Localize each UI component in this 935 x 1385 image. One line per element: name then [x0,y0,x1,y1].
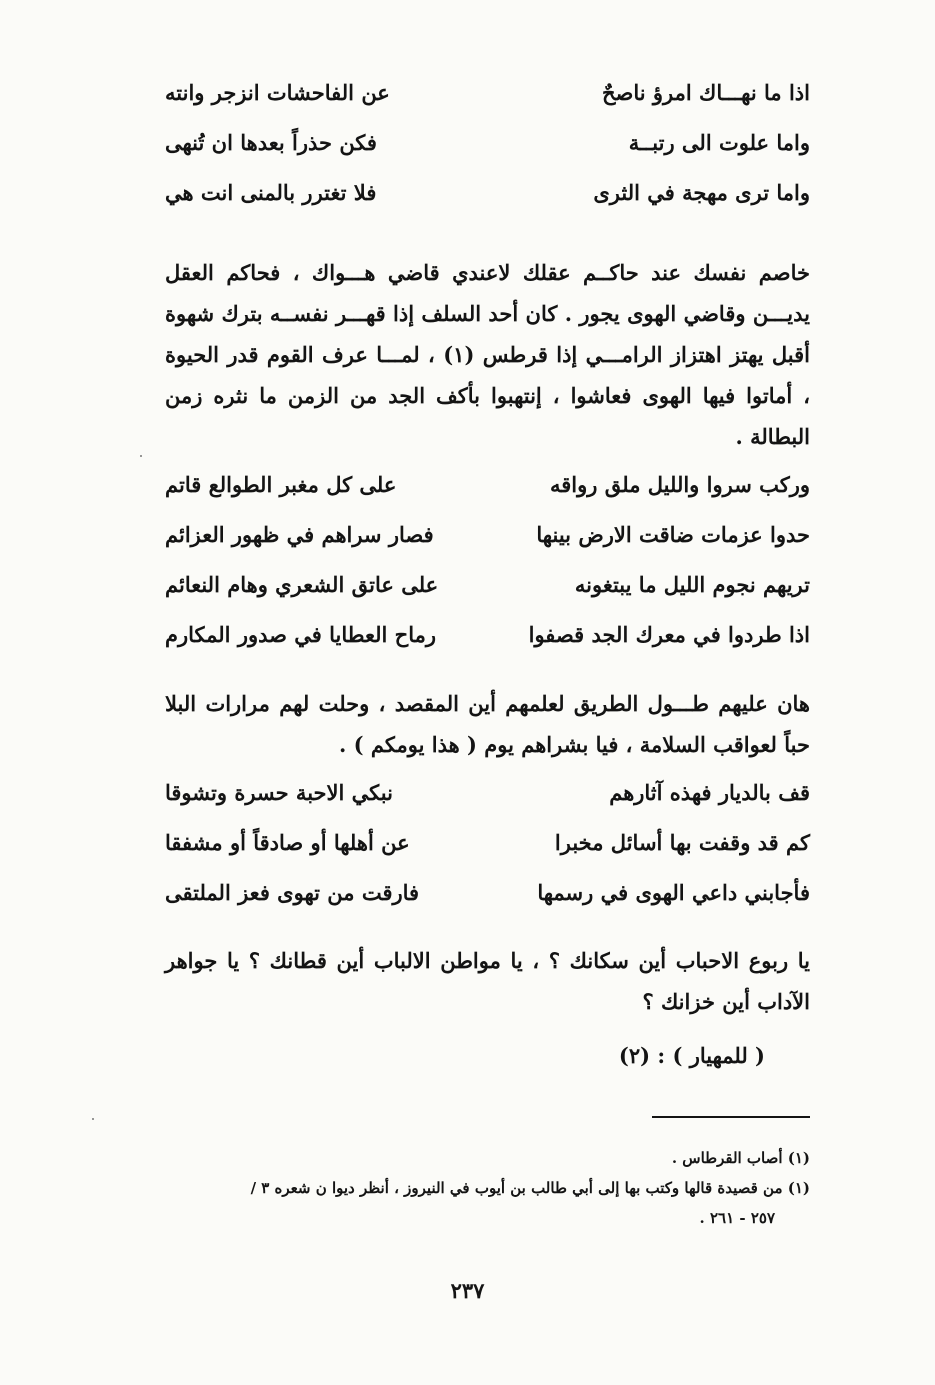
verse-second-hemistich: نبكي الاحبة حسرة وتشوقا [165,780,393,805]
verse-first-hemistich: واما ترى مهجة في الثرى [593,180,810,205]
footnotes [165,1143,810,1233]
verse-second-hemistich: عن أهلها أو صادقاً أو مشفقا [165,830,410,855]
page-number: ٢٣٧ [450,1278,485,1303]
verse-second-hemistich: فلا تغترر بالمنى انت هي [165,180,377,205]
poem-3 [165,780,810,930]
scan-speck [92,1118,94,1120]
verse-first-hemistich: وركب سروا والليل ملق رواقه [550,472,810,497]
verse-second-hemistich: رماح العطايا في صدور المكارم [165,622,437,647]
prose-paragraph-2 [165,683,810,765]
scan-speck [140,455,142,457]
footnote: (١) أصاب القرطاس . [671,1149,810,1167]
verse-second-hemistich: فكن حذراً بعدها ان تُنهى [165,130,377,155]
verse-second-hemistich: عن الفاحشات انزجر وانته [165,80,390,105]
verse [165,880,810,930]
verse-first-hemistich: كم قد وقفت بها أسائل مخبرا [554,830,810,855]
verse [165,830,810,880]
footnote-divider [652,1116,810,1118]
verse-first-hemistich: قف بالديار فهذه آثارهم [609,780,810,805]
verse [165,622,810,672]
footnote-continuation: ٢٥٧ - ٢٦١ . [699,1209,775,1227]
verse-first-hemistich: فأجابني داعي الهوى في رسمها [537,880,810,905]
prose-paragraph-3 [165,940,810,1022]
attribution-line [165,1043,810,1068]
poem-2 [165,472,810,672]
verse-second-hemistich: فارقت من تهوى فعز الملتقى [165,880,420,905]
verse [165,80,810,130]
verse-second-hemistich: على كل مغبر الطوالع قاتم [165,472,397,497]
verse-first-hemistich: واما علوت الى رتبــة [628,130,810,155]
verse [165,780,810,830]
verse-first-hemistich: حدوا عزمات ضاقت الارض بينها [536,522,810,547]
verse-first-hemistich: اذا طردوا في معرك الجد قصفوا [528,622,810,647]
verse [165,180,810,230]
verse-second-hemistich: على عاتق الشعري وهام النعائم [165,572,439,597]
paragraph-text: يا ربوع الاحباب أين سكانك ؟ ، يا مواطن الالباب أين قطانك ؟ يا جواهر الآداب أين خزانك ؟ [165,948,810,1014]
verse-first-hemistich: اذا ما نهـــاك امرؤ ناصحٌ [601,80,810,105]
verse-second-hemistich: فصار سراهم في ظهور العزائم [165,522,434,547]
attribution: ( للمهيار ) : (٢) [618,1043,765,1068]
verse [165,130,810,180]
verse-first-hemistich: تريهم نجوم الليل ما يبتغونه [574,572,810,597]
verse [165,472,810,522]
paragraph-text: خاصم نفسك عند حاكــم عقلك لاعندي قاضي هـــواك ، فحاكم العقل يديـــن وقاضي الهوى يجور . كان أحد السلف إذا قهـــر نفســه بترك شهوة أقبل يهتز اهتزاز الرامـــي إذا قرطس (١) ، لمـــا عرف القوم قدر الحيوة ، أماتوا فيها الهوى فعاشوا ، إنتهبوا بأكف الجد من الزمن ما نثره زمن البطالة . [165,260,811,449]
verse [165,572,810,622]
paragraph-text: هان عليهم طـــول الطريق لعلمهم أين المقصد ، وحلت لهم مرارات البلا حباً لعواقب السلامة ، فيا بشراهم يوم ( هذا يومكم ) . [165,691,810,757]
prose-paragraph-1 [165,252,810,457]
verse [165,522,810,572]
footnote: (١) من قصيدة قالها وكتب بها إلى أبي طالب بن أيوب في النيروز ، أنظر ديوا ن شعره ٣ / [250,1179,810,1197]
poem-1 [165,80,810,230]
